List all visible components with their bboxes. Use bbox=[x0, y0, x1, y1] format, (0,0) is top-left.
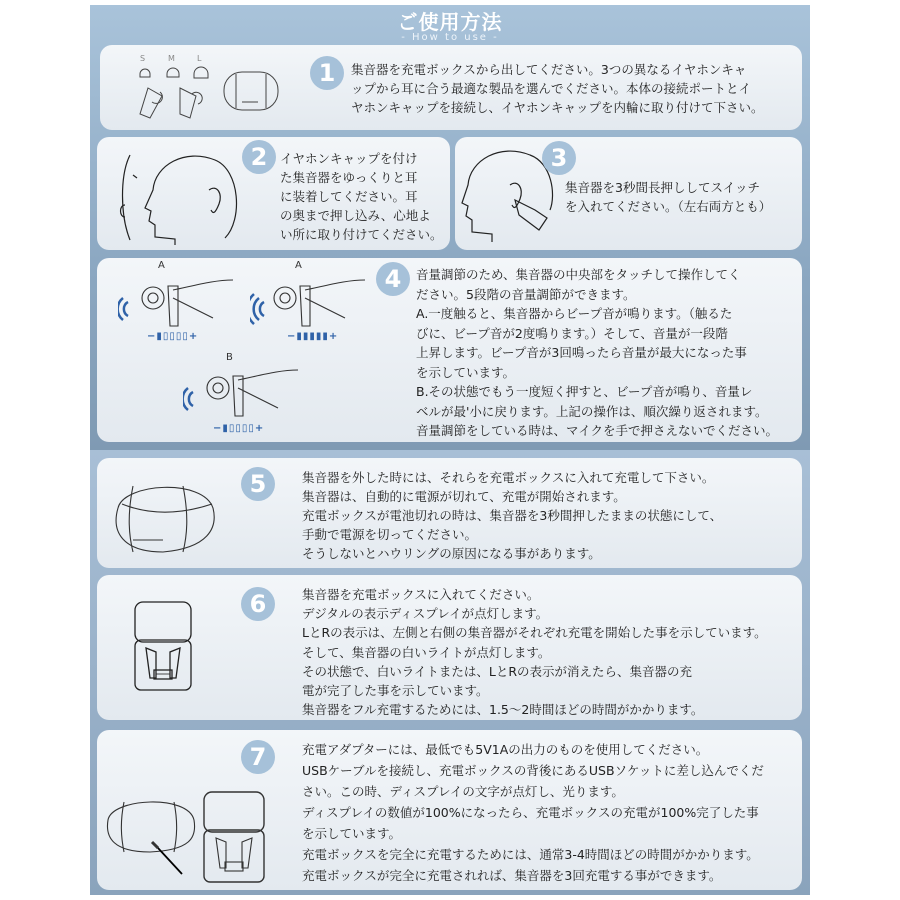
text-line: ださい。5段階の音量調節ができます。 bbox=[416, 286, 636, 302]
text-line: そして、集音器の白いライトが点灯します。 bbox=[302, 644, 551, 660]
text-line: 充電ボックスが完全に充電されれば、集音器を3回充電する事ができます。 bbox=[302, 868, 722, 883]
text-line: びに、ビープ音が2度鳴ります。）そして、音量が一段階 bbox=[416, 325, 728, 341]
text-line: USBケーブルを接続し、充電ボックスの背後にあるUSBソケットに差し込んでくだ bbox=[302, 763, 764, 778]
text-line: を示しています。 bbox=[302, 826, 402, 841]
text-line: 集音器をフル充電するためには、1.5〜2時間ほどの時間がかかります。 bbox=[302, 702, 704, 718]
earbud-touch-a1-illustration bbox=[118, 272, 248, 330]
text-line: さい。この時、ディスプレイの文字が点灯し、光ります。 bbox=[302, 784, 624, 799]
text-line: ップから耳に合う最適な製品を選んでください。本体の接続ポートとイ bbox=[351, 81, 752, 96]
step-3-text bbox=[565, 178, 771, 216]
step-1-text bbox=[351, 60, 764, 117]
step-number-1: 1 bbox=[310, 56, 344, 90]
text-line: ディスプレイの数値が100%になったら、充電ボックスの充電が100%完了した事 bbox=[302, 805, 759, 820]
volume-indicator-b: −▮▯▯▯▯+ bbox=[213, 423, 265, 434]
earbud-touch-a2-illustration bbox=[250, 272, 380, 330]
figure-label-b: B bbox=[226, 352, 233, 363]
text-line: ベルが最'小に戻ります。上記の操作は、順次繰り返されます。 bbox=[416, 403, 768, 419]
text-line: 手動で電源を切ってください。 bbox=[302, 527, 478, 542]
step-5-text bbox=[302, 468, 722, 563]
step-number-7: 7 bbox=[241, 740, 275, 774]
text-line: を示しています。 bbox=[416, 364, 516, 380]
volume-indicator-a1: −▮▯▯▯▯+ bbox=[147, 331, 199, 342]
text-line: 集音器は、自動的に電源が切れて、充電が開始されます。 bbox=[302, 489, 626, 504]
step-number-5: 5 bbox=[241, 467, 275, 501]
text-line: た集音器をゆっくりと耳 bbox=[280, 170, 418, 185]
size-label-m: M bbox=[168, 54, 175, 63]
text-line: そうしないとハウリングの原因になる事があります。 bbox=[302, 546, 601, 561]
text-line: 集音器を充電ボックスに入れてください。 bbox=[302, 587, 540, 602]
text-line: を入れてください。（左右両方とも） bbox=[565, 199, 772, 214]
text-line: 集音器を3秒間長押ししてスイッチ bbox=[565, 180, 760, 195]
step-6-text bbox=[302, 585, 767, 719]
text-line: 充電アダプターには、最低でも5V1Aの出力のものを使用してください。 bbox=[302, 742, 709, 757]
text-line: ヤホンキャップを接続し、イヤホンキャップを内輪に取り付けて下さい。 bbox=[351, 100, 764, 115]
text-line: 集音器を充電ボックスから出してください。3つの異なるイヤホンキャ bbox=[351, 62, 747, 77]
text-line: デジタルの表示ディスプレイが点灯します。 bbox=[302, 606, 549, 622]
step-number-3: 3 bbox=[542, 141, 576, 175]
volume-indicator-a2: −▮▮▮▮▮+ bbox=[287, 331, 339, 342]
step-number-6: 6 bbox=[241, 587, 275, 621]
step-2-text bbox=[280, 149, 443, 244]
text-line: 充電ボックスを完全に充電するためには、通常3-4時間ほどの時間がかかります。 bbox=[302, 847, 759, 862]
step-number-2: 2 bbox=[242, 140, 276, 174]
text-line: LとRの表示は、左側と右側の集音器がそれぞれ充電を開始した事を示しています。 bbox=[302, 625, 767, 641]
text-line: い所に取り付けてください。 bbox=[280, 227, 443, 242]
open-case-earbuds-illustration bbox=[132, 600, 194, 695]
text-line: 上昇します。ビープ音が3回鳴ったら音量が最大になった事 bbox=[416, 345, 747, 360]
figure-label-a2: A bbox=[295, 260, 302, 271]
size-label-l: L bbox=[197, 54, 202, 63]
size-label-s: S bbox=[140, 54, 146, 63]
text-line: 集音器を外した時には、それらを充電ボックスに入れて充電して下さい。 bbox=[302, 470, 715, 485]
text-line: 音量調節をしている時は、マイクを手で押さえないでください。 bbox=[416, 423, 779, 438]
figure-label-a1: A bbox=[158, 260, 165, 271]
text-line: その状態で、白いライトまたは、LとRの表示が消えたら、集音器の充 bbox=[302, 663, 693, 679]
text-line: 電が完了した事を示しています。 bbox=[302, 683, 489, 699]
text-line: B.その状態でもう一度短く押すと、ビープ音が鳴り、音量レ bbox=[416, 384, 753, 399]
text-line: イヤホンキャップを付け bbox=[280, 151, 418, 166]
page-subtitle: - How to use - bbox=[401, 32, 499, 43]
page-title: ご使用方法 bbox=[397, 10, 503, 34]
earcaps-earbuds-illustration bbox=[130, 64, 220, 124]
usb-charging-illustration bbox=[104, 790, 269, 885]
step-4-text bbox=[416, 265, 778, 441]
step-number-4: 4 bbox=[376, 262, 410, 296]
text-line: 充電ボックスが電池切れの時は、集音器を3秒間押したままの状態にして、 bbox=[302, 508, 723, 523]
text-line: 音量調節のため、集音器の中央部をタッチして操作してく bbox=[416, 267, 741, 282]
text-line: に装着してください。耳 bbox=[280, 189, 418, 204]
text-line: の奥まで押し込み、心地よ bbox=[280, 208, 431, 223]
charging-case-illustration bbox=[222, 68, 280, 114]
text-line: A.一度触ると、集音器からビープ音が鳴ります。（触るた bbox=[416, 306, 733, 321]
head-side-illustration bbox=[105, 150, 245, 245]
earbud-touch-b-illustration bbox=[183, 362, 313, 420]
step-7-text bbox=[302, 739, 764, 886]
charging-case-closed-illustration bbox=[108, 478, 220, 556]
